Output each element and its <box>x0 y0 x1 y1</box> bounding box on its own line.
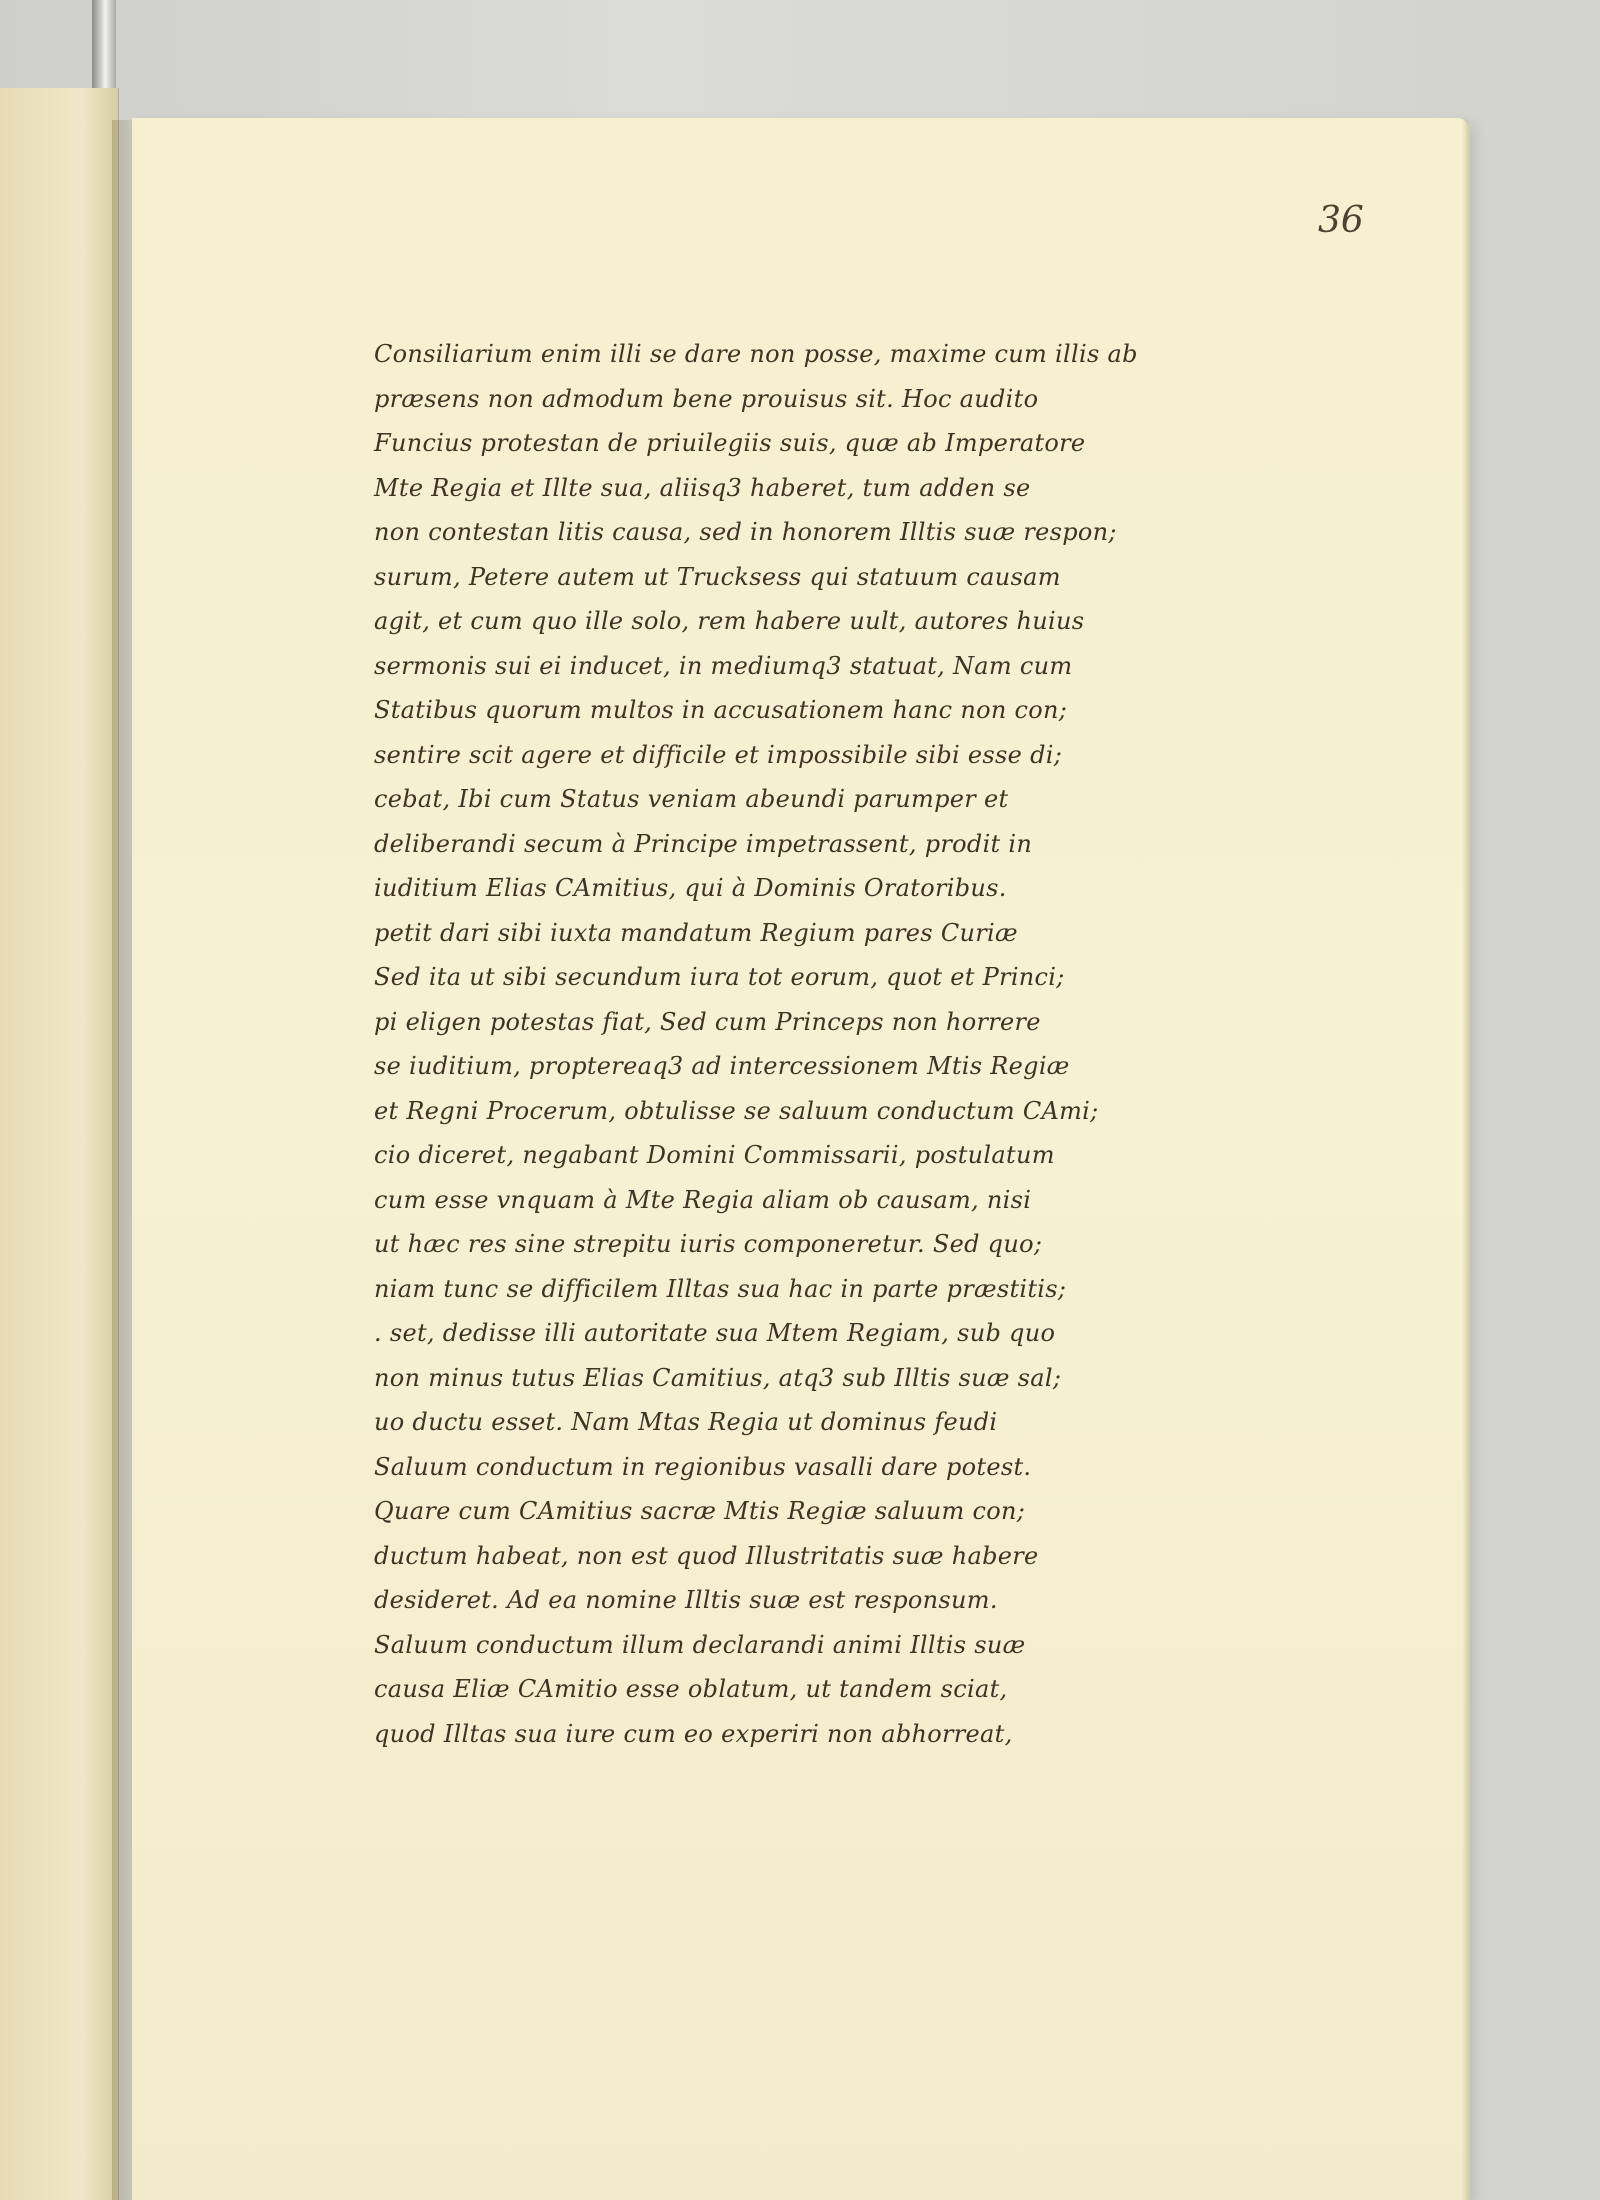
folio-number: 36 <box>1318 200 1364 241</box>
text-line: causa Eliæ CAmitio esse oblatum, ut tandem sciat, <box>374 1675 1008 1703</box>
text-line: niam tunc se difficilem Illtas sua hac in parte præstitis; <box>374 1274 1067 1303</box>
text-line: Mte Regia et Illte sua, aliisq3 haberet, tum adden se <box>374 473 1031 502</box>
text-line: et Regni Procerum, obtulisse se saluum conductum CAmi; <box>374 1096 1099 1125</box>
text-line: cum esse vnquam à Mte Regia aliam ob causam, nisi <box>374 1185 1032 1214</box>
text-line: uo ductu esset. Nam Mtas Regia ut dominus feudi <box>374 1408 998 1436</box>
text-line: Consiliarium enim illi se dare non posse, maxime cum illis ab <box>374 340 1138 368</box>
text-line: cio diceret, negabant Domini Commissarii, postulatum <box>374 1141 1055 1169</box>
facing-page-edge <box>0 88 119 2200</box>
text-line: agit, et cum quo ille solo, rem habere uult, autores huius <box>374 607 1085 635</box>
text-line: sermonis sui ei inducet, in mediumq3 statuat, Nam cum <box>374 651 1073 680</box>
text-line: sentire scit agere et difficile et impossibile sibi esse di; <box>374 740 1063 769</box>
text-line: cebat, Ibi cum Status veniam abeundi parumper et <box>374 785 1009 813</box>
text-line: præsens non admodum bene prouisus sit. Hoc audito <box>374 384 1039 413</box>
manuscript-text <box>374 332 1194 1756</box>
text-line: ductum habeat, non est quod Illustritatis suæ habere <box>374 1541 1039 1570</box>
text-line: . set, dedisse illi autoritate sua Mtem Regiam, sub quo <box>374 1319 1056 1347</box>
text-line: quod Illtas sua iure cum eo experiri non abhorreat, <box>374 1719 1013 1748</box>
text-line: Funcius protestan de priuilegiis suis, quæ ab Imperatore <box>374 429 1086 457</box>
text-line: non minus tutus Elias Camitius, atq3 sub Illtis suæ sal; <box>374 1363 1062 1392</box>
text-line: petit dari sibi iuxta mandatum Regium pares Curiæ <box>374 918 1018 947</box>
text-line: se iuditium, proptereaq3 ad intercessionem Mtis Regiæ <box>374 1052 1070 1080</box>
text-line: Quare cum CAmitius sacræ Mtis Regiæ saluum con; <box>374 1497 1026 1525</box>
text-line: desideret. Ad ea nomine Illtis suæ est responsum. <box>374 1586 998 1614</box>
text-line: surum, Petere autem ut Trucksess qui statuum causam <box>374 562 1061 591</box>
text-line: Saluum conductum illum declarandi animi Illtis suæ <box>374 1630 1026 1659</box>
page-edge <box>1462 118 1468 2200</box>
text-line: Saluum conductum in regionibus vasalli dare potest. <box>374 1452 1032 1481</box>
text-line: deliberandi secum à Principe impetrassent, prodit in <box>374 829 1033 858</box>
text-line: Statibus quorum multos in accusationem hanc non con; <box>374 696 1068 724</box>
text-line: iuditium Elias CAmitius, qui à Dominis Oratoribus. <box>374 874 1007 902</box>
text-line: ut hæc res sine strepitu iuris componeretur. Sed quo; <box>374 1230 1043 1258</box>
text-line: pi eligen potestas fiat, Sed cum Princeps non horrere <box>374 1007 1041 1036</box>
text-line: non contestan litis causa, sed in honorem Illtis suæ respon; <box>374 518 1117 546</box>
text-line: Sed ita ut sibi secundum iura tot eorum, quot et Princi; <box>374 963 1065 991</box>
